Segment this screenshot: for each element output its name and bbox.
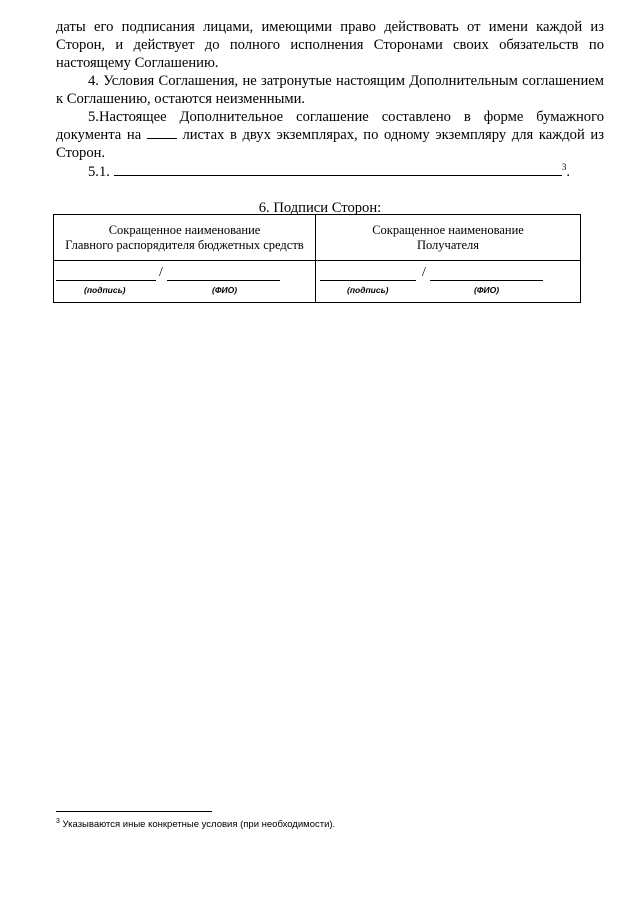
left-signature-caption: (подпись) — [84, 285, 126, 295]
signatures-heading: 6. Подписи Сторон: — [258, 200, 382, 216]
item-5-1-blank — [114, 162, 562, 176]
left-party-header-line1: Сокращенное наименование — [108, 223, 261, 237]
paragraph-5 — [56, 108, 604, 162]
right-signature-line — [320, 280, 416, 281]
left-signature-cell — [54, 261, 316, 302]
right-party-header — [316, 215, 580, 261]
paragraph-continuation: даты его подписания лицами, имеющими право действовать от имени каждой из Сторон, и действует до полного исполнения Сторонами своих обязательств по настоящему Соглашению. — [56, 19, 604, 71]
right-signature-caption: (подпись) — [347, 285, 389, 295]
item-5-1 — [88, 162, 608, 181]
item-5-1-end: . — [566, 164, 571, 180]
footnote — [56, 819, 335, 831]
right-signature-slash: / — [422, 265, 426, 280]
paragraph-5-text-end: листах в двух экземплярах, по одному экземпляру для каждой из Сторон. — [56, 127, 604, 161]
right-party-header-line1: Сокращенное наименование — [372, 223, 524, 237]
footnote-separator — [56, 811, 212, 812]
footnote-text: Указываются иные конкретные условия (при необходимости). — [62, 819, 336, 830]
signature-table — [53, 214, 581, 303]
left-party-header-line2: Главного распорядителя бюджетных средств — [65, 238, 304, 252]
paragraph-5-text-start: 5.Настоящее Дополнительное соглашение составлено в форме бумажного документа на — [56, 109, 604, 143]
right-name-caption: (ФИО) — [474, 285, 500, 295]
sheet-count-blank — [147, 126, 177, 139]
left-party-header — [54, 215, 316, 261]
left-signature-slash: / — [159, 265, 163, 280]
left-name-line — [167, 280, 280, 281]
right-party-header-line2: Получателя — [416, 238, 480, 252]
left-signature-line — [56, 280, 156, 281]
right-signature-cell — [316, 261, 580, 302]
right-name-line — [430, 280, 543, 281]
paragraph-4: 4. Условия Соглашения, не затронутые настоящим Дополнительным соглашением к Соглашению, остаются неизменными. — [56, 73, 604, 107]
footnote-ref: 3 — [561, 162, 567, 173]
item-5-1-label: 5.1. — [88, 164, 110, 180]
left-name-caption: (ФИО) — [212, 285, 238, 295]
footnote-number: 3 — [56, 817, 60, 825]
